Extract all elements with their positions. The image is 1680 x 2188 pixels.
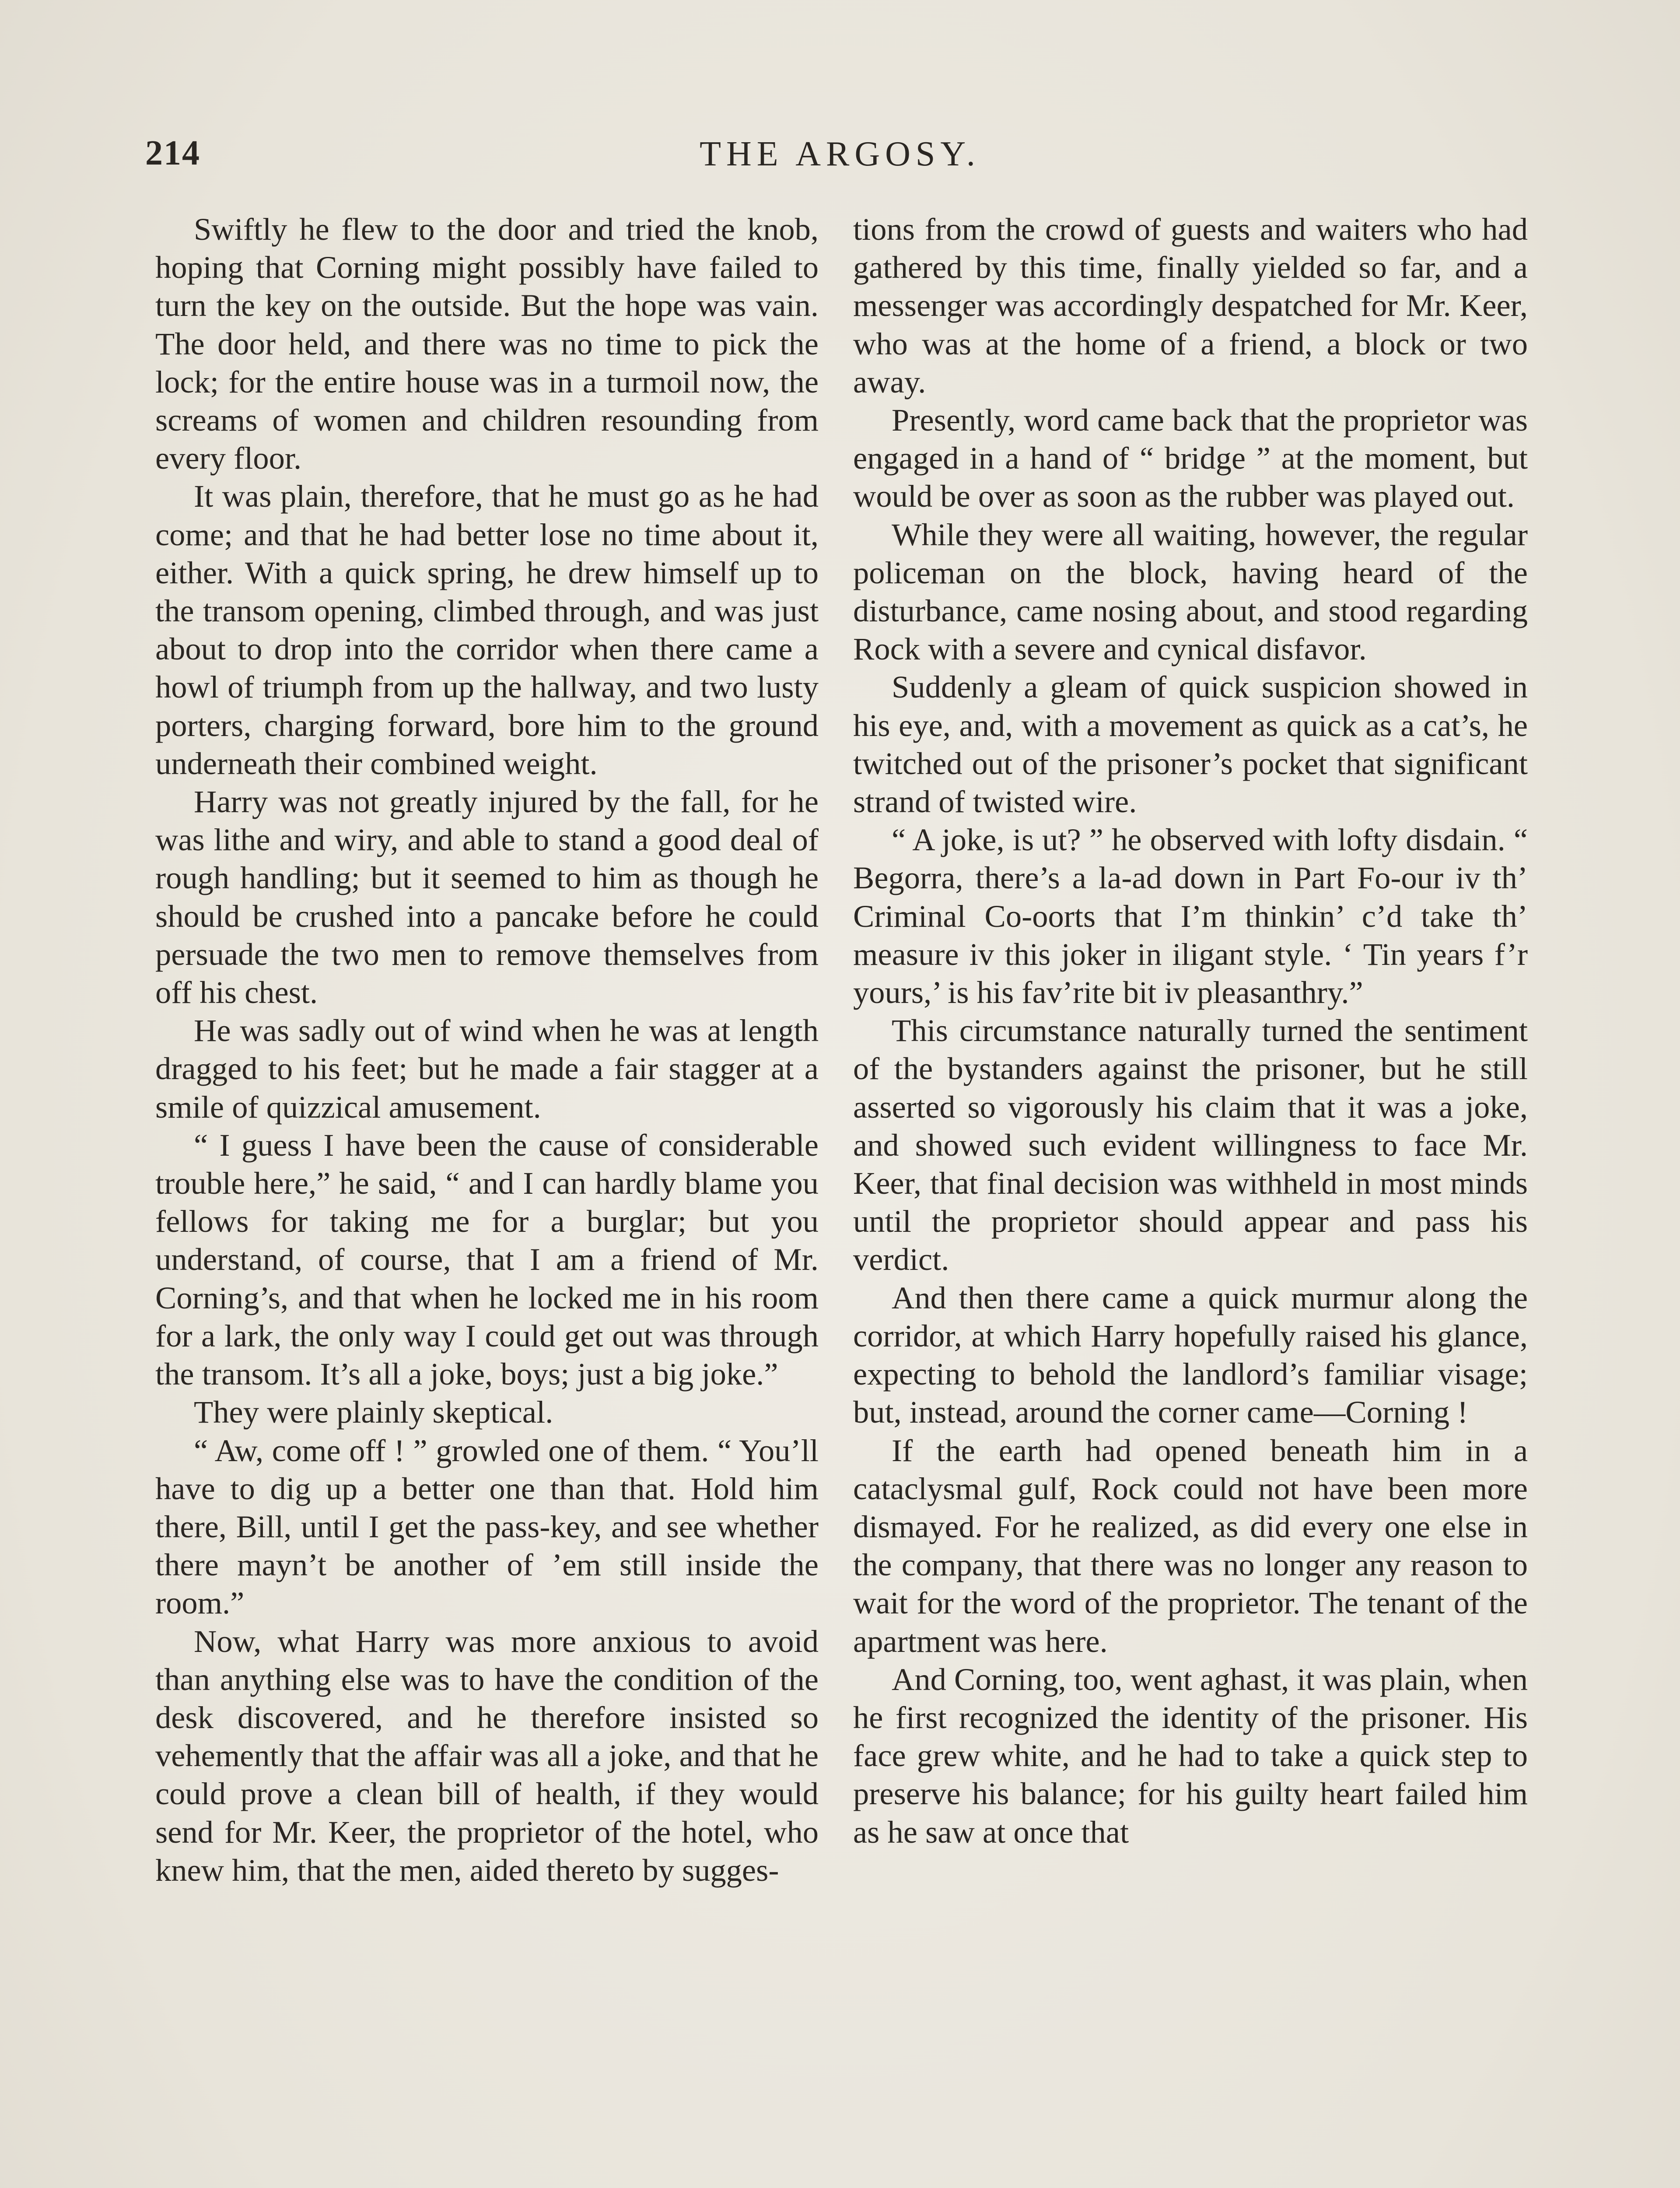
paragraph: If the earth had opened beneath him in a cataclysmal gulf, Rock could not have been more dismayed. For he realized, as did every one else in the company, that there was no longer any reason to wait for the word of the proprietor. The tenant of the apartment was here. (853, 1432, 1528, 1659)
paragraph: Suddenly a gleam of quick suspicion showed in his eye, and, with a movement as quick as a cat’s, he twitched out of the prisoner’s pocket that significant strand of twisted wire. (853, 669, 1528, 820)
paragraph: Now, what Harry was more anxious to avoid than anything else was to have the condition of the desk discovered, and he therefore insisted so vehemently that the affair was all a joke, and that he could prove a clean bill of health, if they would send for Mr. Keer, the proprietor of the hotel, who knew him, that the men, aided thereto by sugges- (155, 1623, 819, 1888)
paragraph: Harry was not greatly injured by the fall, for he was lithe and wiry, and able to stand a good deal of rough handling; but it seemed to him as though he should be crushed into a pancake before he could persuade the two men to remove themselves from off his chest. (155, 784, 819, 1010)
paragraph: Swiftly he flew to the door and tried the knob, hoping that Corning might possibly have failed to turn the key on the outside. But the hope was vain. The door held, and there was no time to pick the lock; for the entire house was in a turmoil now, the screams of women and children resounding from every floor. (155, 211, 819, 476)
paragraph: Presently, word came back that the proprietor was engaged in a hand of “ bridge ” at the moment, but would be over as soon as the rubber was played out. (853, 402, 1528, 514)
paragraph: And Corning, too, went aghast, it was plain, when he first recognized the identity of the prisoner. His face grew white, and he had to take a quick step to preserve his balance; for his guilty heart failed him as he saw at once that (853, 1661, 1528, 1850)
right-column (853, 210, 1528, 1851)
paragraph: This circumstance naturally turned the sentiment of the bystanders against the prisoner, but he still asserted so vigorously his claim that it was a joke, and showed such evident willingness to face Mr. Keer, that final decision was withheld in most minds until the proprietor should appear and pass his verdict. (853, 1013, 1528, 1277)
paragraph: While they were all waiting, however, the regular policeman on the block, having heard of the disturbance, came nosing about, and stood regarding Rock with a severe and cynical disfavor. (853, 516, 1528, 667)
paragraph: And then there came a quick murmur along the corridor, at which Harry hopefully raised his glance, expecting to behold the landlord’s familiar visage; but, instead, around the corner came—Corning ! (853, 1280, 1528, 1430)
page-header (0, 133, 1680, 177)
paragraph-continued: tions from the crowd of guests and waiters who had gathered by this time, finally yielded so far, and a messenger was accordingly despatched for Mr. Keer, who was at the home of a friend, a block or two away. (853, 211, 1528, 400)
paragraph: “ I guess I have been the cause of considerable trouble here,” he said, “ and I can hardly blame you fellows for taking me for a burglar; but you understand, of course, that I am a friend of Mr. Corning’s, and that when he locked me in his room for a lark, the only way I could get out was through the transom. It’s all a joke, boys; just a big joke.” (155, 1127, 819, 1392)
page-number: 214 (145, 134, 200, 172)
paragraph: They were plainly skeptical. (194, 1394, 553, 1430)
paragraph: It was plain, therefore, that he must go as he had come; and that he had better lose no time about it, either. With a quick spring, he drew himself up to the transom opening, climbed through, and was just about to drop into the corridor when there came a howl of triumph from up the hallway, and two lusty porters, charging forward, bore him to the ground underneath their combined weight. (155, 478, 819, 781)
paragraph: “ A joke, is ut? ” he observed with lofty disdain. “ Begorra, there’s a la-ad down in Part Fo-our iv th’ Criminal Co-oorts that I’m thinkin’ c’d take th’ measure iv this joker in iligant style. ‘ Tin years f’r yours,’ is his fav’rite bit iv pleasanthry.” (853, 822, 1528, 1010)
paragraph: He was sadly out of wind when he was at length dragged to his feet; but he made a fair stagger at a smile of quizzical amusement. (155, 1013, 819, 1125)
paragraph: “ Aw, come off ! ” growled one of them. “ You’ll have to dig up a better one than that. Hold him there, Bill, until I get the pass-key, and see whether there mayn’t be another of ’em still inside the room.” (155, 1432, 819, 1621)
running-title: THE ARGOSY. (700, 135, 980, 173)
left-column (155, 210, 819, 1889)
